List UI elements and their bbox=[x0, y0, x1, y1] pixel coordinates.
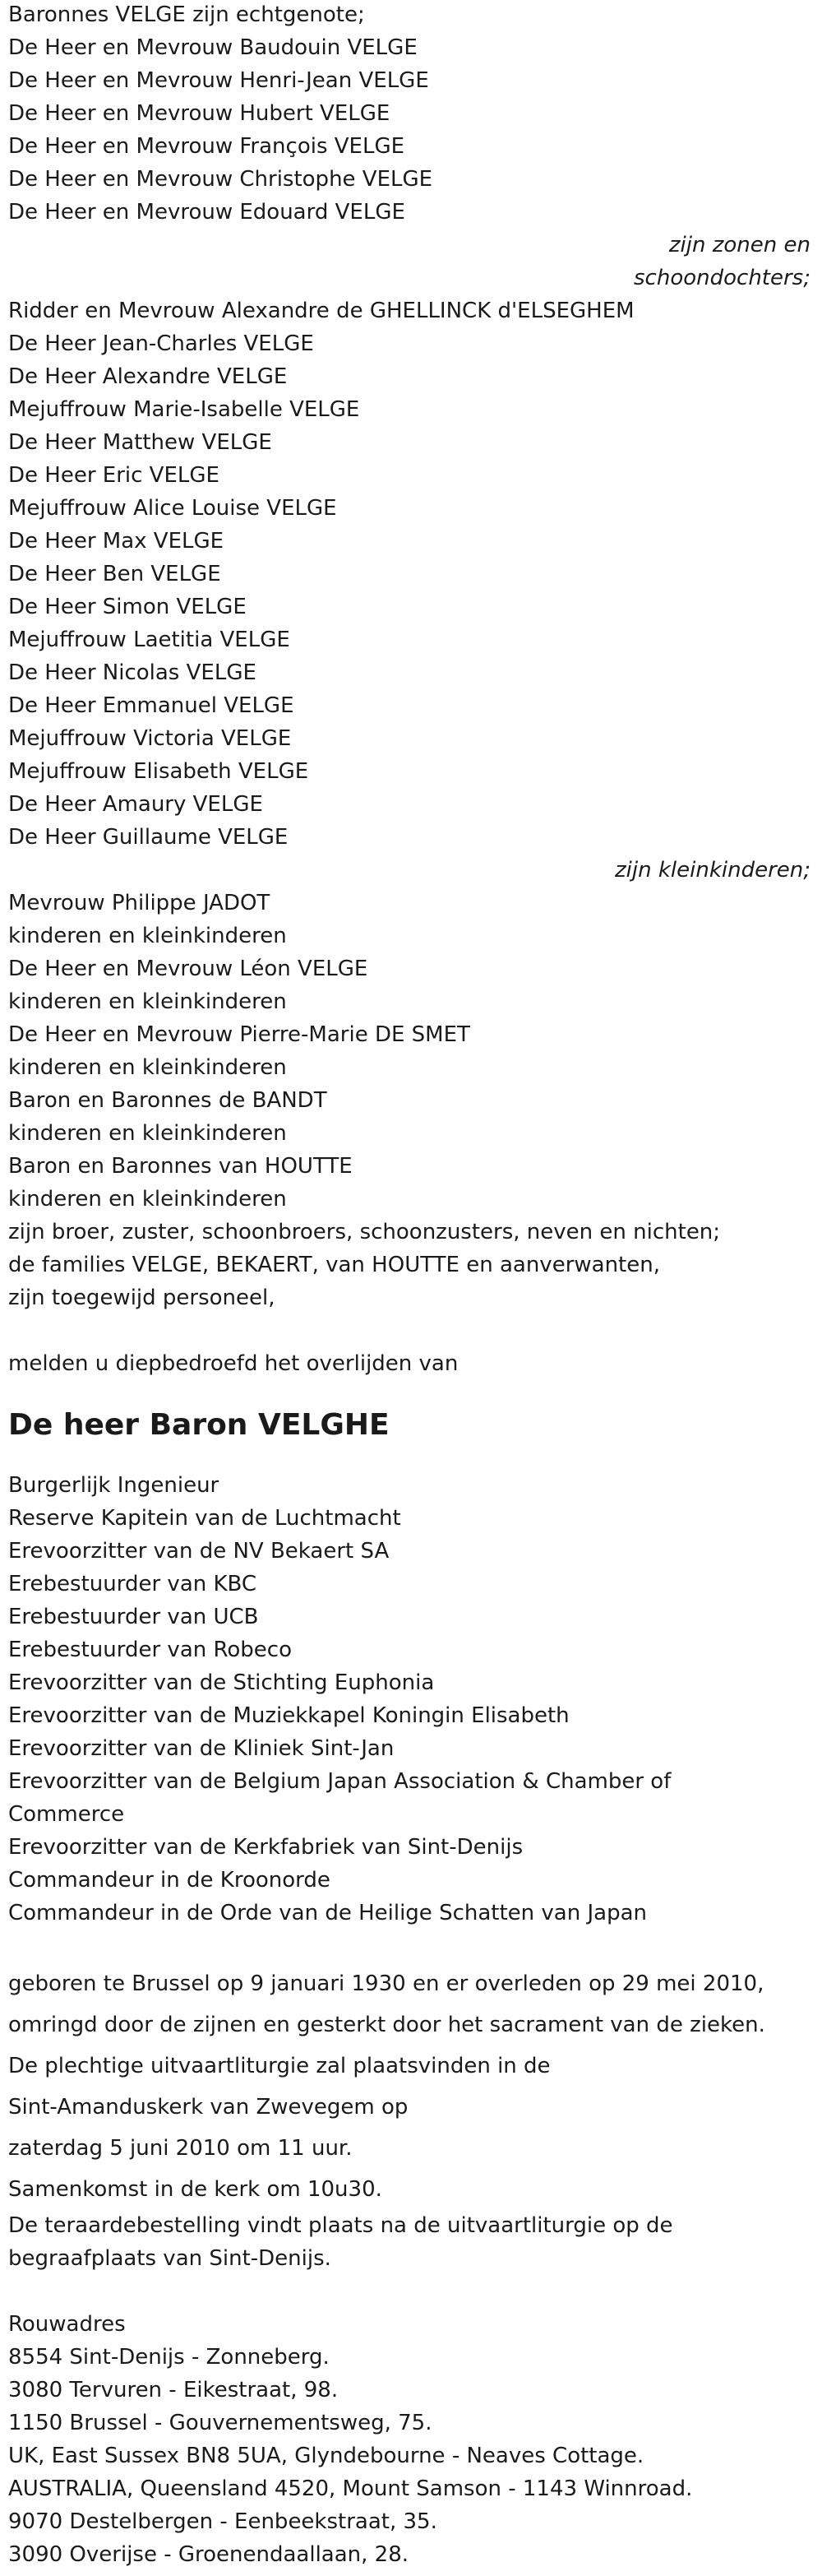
spouse-line: Baronnes VELGE zijn echtgenote; bbox=[8, 3, 365, 28]
address-line: 1150 Brussel - Gouvernementsweg, 75. bbox=[8, 2412, 432, 2436]
relative-line: De Heer en Mevrouw Léon VELGE bbox=[8, 957, 368, 982]
child-line: De Heer en Mevrouw Baudouin VELGE bbox=[8, 36, 418, 61]
burial-line: begraafplaats van Sint-Denijs. bbox=[8, 2247, 331, 2272]
address-line: 3090 Overijse - Groenendaallaan, 28. bbox=[8, 2543, 409, 2568]
relative-line: zijn toegewijd personeel, bbox=[8, 1286, 275, 1311]
deceased-name: De heer Baron VELGHE bbox=[8, 1408, 390, 1443]
grandchild-line: De Heer Max VELGE bbox=[8, 530, 224, 554]
title-line: Erevoorzitter van de Muziekkapel Koningin Elisabeth bbox=[8, 1704, 570, 1729]
grandchild-line: Mejuffrouw Laetitia VELGE bbox=[8, 628, 290, 653]
address-line: UK, East Sussex BN8 5UA, Glyndebourne - Neaves Cottage. bbox=[8, 2444, 644, 2469]
grandchild-line: De Heer Emmanuel VELGE bbox=[8, 694, 294, 719]
title-line: Erebestuurder van UCB bbox=[8, 1605, 259, 1630]
grandchild-line: Mejuffrouw Alice Louise VELGE bbox=[8, 497, 337, 521]
grandchild-line: Mejuffrouw Victoria VELGE bbox=[8, 727, 292, 752]
addresses-heading: Rouwadres bbox=[8, 2313, 126, 2337]
relative-line: Mevrouw Philippe JADOT bbox=[8, 892, 270, 916]
title-line: Reserve Kapitein van de Luchtmacht bbox=[8, 1507, 401, 1531]
relative-line: kinderen en kleinkinderen bbox=[8, 1122, 287, 1147]
spacer bbox=[8, 2277, 814, 2310]
grandchild-line: Mejuffrouw Elisabeth VELGE bbox=[8, 760, 309, 785]
title-line: Erevoorzitter van de Stichting Euphonia bbox=[8, 1671, 435, 1696]
children-caption: zijn zonen en bbox=[668, 234, 810, 258]
child-line: De Heer en Mevrouw Hubert VELGE bbox=[8, 102, 390, 127]
spacer bbox=[8, 1931, 814, 1964]
grandchild-line: De Heer Jean-Charles VELGE bbox=[8, 332, 314, 357]
relative-line: kinderen en kleinkinderen bbox=[8, 990, 287, 1015]
relative-line: De Heer en Mevrouw Pierre-Marie DE SMET bbox=[8, 1023, 470, 1048]
relative-line: zijn broer, zuster, schoonbroers, schoonzusters, neven en nichten; bbox=[8, 1221, 721, 1245]
funeral-line: De plechtige uitvaartliturgie zal plaatsvinden in de bbox=[8, 2055, 551, 2079]
grandchild-line: Mejuffrouw Marie-Isabelle VELGE bbox=[8, 398, 360, 423]
addresses-section bbox=[8, 2310, 814, 2573]
child-line: De Heer en Mevrouw Christophe VELGE bbox=[8, 168, 433, 192]
title-line: Erebestuurder van KBC bbox=[8, 1573, 257, 1597]
funeral-line: zaterdag 5 juni 2010 om 11 uur. bbox=[8, 2137, 353, 2161]
relative-line: kinderen en kleinkinderen bbox=[8, 924, 287, 949]
relative-line: Baron en Baronnes de BANDT bbox=[8, 1089, 327, 1114]
title-line: Erevoorzitter van de NV Bekaert SA bbox=[8, 1540, 390, 1564]
children-caption: schoondochters; bbox=[634, 266, 810, 291]
address-line: 3080 Tervuren - Eikestraat, 98. bbox=[8, 2379, 339, 2403]
title-line: Commandeur in de Kroonorde bbox=[8, 1869, 330, 1893]
grandchildren-section bbox=[8, 296, 814, 888]
funeral-section bbox=[8, 1964, 814, 2211]
relatives-section bbox=[8, 888, 814, 1316]
funeral-line: omringd door de zijnen en gesterkt door het sacrament van de zieken. bbox=[8, 2013, 765, 2038]
title-line: Erebestuurder van Robeco bbox=[8, 1638, 292, 1663]
burial-section bbox=[8, 2211, 814, 2277]
obituary-content bbox=[8, 0, 814, 2573]
grandchild-line: De Heer Simon VELGE bbox=[8, 595, 247, 620]
funeral-line: Samenkomst in de kerk om 10u30. bbox=[8, 2178, 382, 2203]
funeral-line: geboren te Brussel op 9 januari 1930 en er overleden op 29 mei 2010, bbox=[8, 1972, 764, 1997]
title-line: Commerce bbox=[8, 1803, 125, 1828]
child-line: De Heer en Mevrouw Henri-Jean VELGE bbox=[8, 69, 429, 94]
child-line: De Heer en Mevrouw François VELGE bbox=[8, 135, 405, 160]
spacer bbox=[8, 1316, 814, 1349]
announcement-line: melden u diepbedroefd het overlijden van bbox=[8, 1352, 459, 1377]
address-line: AUSTRALIA, Queensland 4520, Mount Samson - 1143 Winnroad. bbox=[8, 2477, 693, 2502]
grandchild-line: De Heer Nicolas VELGE bbox=[8, 661, 256, 686]
grandchild-line: De Heer Amaury VELGE bbox=[8, 793, 263, 818]
relative-line: de families VELGE, BEKAERT, van HOUTTE en aanverwanten, bbox=[8, 1253, 660, 1278]
children-section bbox=[8, 0, 814, 296]
funeral-line: Sint-Amanduskerk van Zwevegem op bbox=[8, 2096, 409, 2120]
title-line: Burgerlijk Ingenieur bbox=[8, 1474, 219, 1499]
title-line: Erevoorzitter van de Kerkfabriek van Sint-Denijs bbox=[8, 1836, 524, 1860]
relative-line: Baron en Baronnes van HOUTTE bbox=[8, 1155, 353, 1179]
grandchild-line: De Heer Ben VELGE bbox=[8, 563, 221, 587]
address-line: 9070 Destelbergen - Eenbeekstraat, 35. bbox=[8, 2510, 437, 2535]
grandchild-line: De Heer Eric VELGE bbox=[8, 464, 219, 489]
grandchild-line: De Heer Matthew VELGE bbox=[8, 431, 272, 456]
spacer bbox=[8, 1382, 814, 1405]
relative-line: kinderen en kleinkinderen bbox=[8, 1056, 287, 1081]
title-line: Commandeur in de Orde van de Heilige Schatten van Japan bbox=[8, 1902, 647, 1926]
child-line: De Heer en Mevrouw Edouard VELGE bbox=[8, 201, 405, 225]
address-line: 8554 Sint-Denijs - Zonneberg. bbox=[8, 2346, 330, 2370]
grandchildren-caption: zijn kleinkinderen; bbox=[615, 859, 810, 883]
spacer bbox=[8, 1448, 814, 1471]
titles-section bbox=[8, 1471, 814, 1931]
grandchild-line: De Heer Guillaume VELGE bbox=[8, 826, 289, 850]
grandchild-line: De Heer Alexandre VELGE bbox=[8, 365, 288, 390]
title-line: Erevoorzitter van de Belgium Japan Association & Chamber of bbox=[8, 1770, 672, 1795]
relative-line: kinderen en kleinkinderen bbox=[8, 1188, 287, 1212]
title-line: Erevoorzitter van de Kliniek Sint-Jan bbox=[8, 1737, 395, 1762]
burial-line: De teraardebestelling vindt plaats na de uitvaartliturgie op de bbox=[8, 2214, 673, 2239]
grandchild-line: Ridder en Mevrouw Alexandre de GHELLINCK d'ELSEGHEM bbox=[8, 299, 635, 324]
